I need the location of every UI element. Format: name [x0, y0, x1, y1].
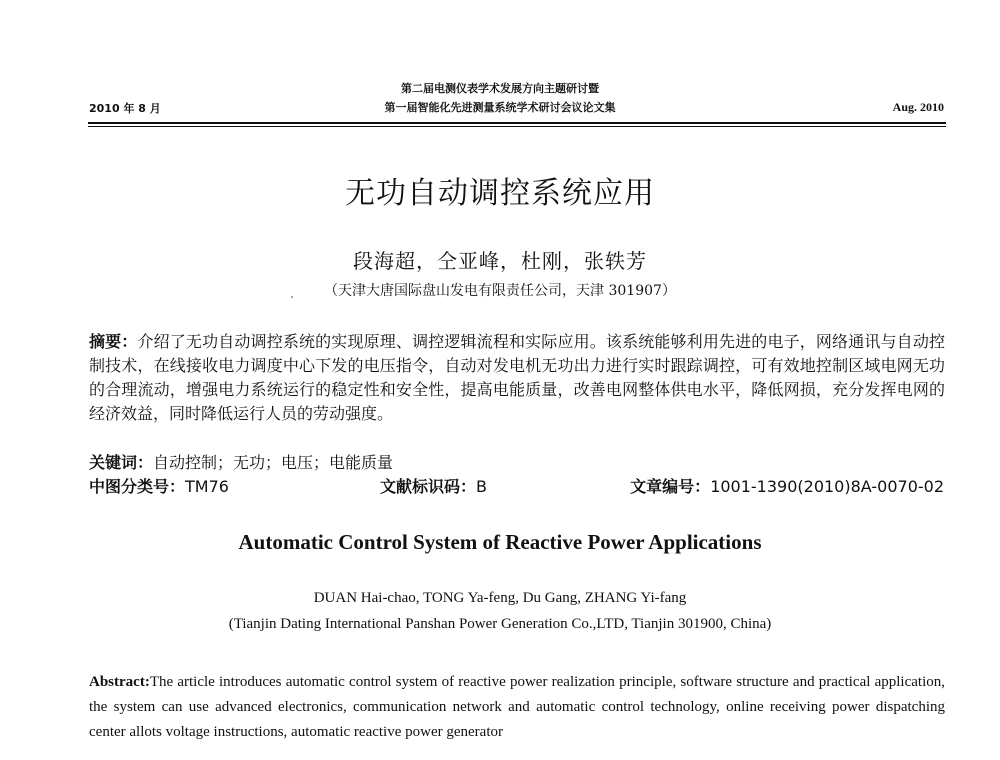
article-no-value: 1001-1390(2010)8A-0070-02 — [710, 477, 944, 496]
article-no-label: 文章编号： — [630, 477, 711, 496]
conference-line-2: 第一届智能化先进测量系统学术研讨会议论文集 — [384, 101, 616, 114]
authors-cn: 段海超，仝亚峰，杜刚，张轶芳 — [353, 249, 647, 273]
keywords-text-cn: 自动控制；无功；电压；电能质量 — [153, 453, 394, 472]
affiliation-en: (Tianjin Dating International Panshan Power Generation Co.,LTD, Tianjin 301900, China) — [228, 616, 772, 632]
paper-title-en: Automatic Control System of Reactive Power Applications — [238, 530, 762, 554]
conference-line-1: 第二届电测仪表学术发展方向主题研讨暨 — [401, 82, 599, 95]
class-label: 中图分类号： — [89, 477, 186, 496]
abstract-cn — [89, 330, 945, 426]
authors-en: DUAN Hai-chao, TONG Ya-feng, Du Gang, ZHANG Yi-fang — [313, 590, 687, 606]
article-number — [630, 474, 944, 497]
doc-code-label: 文献标识码： — [380, 477, 477, 496]
affiliation-cn: （天津大唐国际盘山发电有限责任公司，天津 301907） — [324, 283, 676, 299]
classification-number — [89, 474, 229, 497]
abstract-label-cn: 摘要： — [89, 332, 138, 351]
class-value: TM76 — [185, 477, 229, 496]
document-code — [380, 474, 487, 497]
doc-code-value: B — [476, 477, 487, 496]
header-date-cn: 2010 年 8 月 — [89, 102, 161, 115]
header-rule-thin — [88, 126, 946, 127]
abstract-label-en: Abstract: — [89, 674, 150, 690]
keywords-cn — [89, 450, 393, 473]
abstract-text-cn: 介绍了无功自动调控系统的实现原理、调控逻辑流程和实际应用。该系统能够利用先进的电子，网络通讯与自动控制技术，在线接收电力调度中心下发的电压指令，自动对发电机无功出力进行实时跟踪调控，可有效地控制区域电网无功的合理流动，增强电力系统运行的稳定性和安全性，提高电能质量，改善电网整体供电水平，降低网损，充分发挥电网的经济效益，同时降低运行人员的劳动强度。 — [89, 332, 945, 423]
header-date-en: Aug. 2010 — [892, 100, 944, 114]
abstract-en — [89, 670, 945, 745]
abstract-text-en: The article introduces automatic control system of reactive power realization principle, software structure and practical application, the system can use advanced electronics, communication network and automatic control technology, online receiving power dispatching center allots voltage instructions, automatic reactive power generator — [89, 674, 945, 740]
header-rule-thick — [88, 122, 946, 124]
paper-title-cn: 无功自动调控系统应用 — [345, 176, 655, 211]
keywords-label-cn: 关键词： — [89, 453, 154, 472]
